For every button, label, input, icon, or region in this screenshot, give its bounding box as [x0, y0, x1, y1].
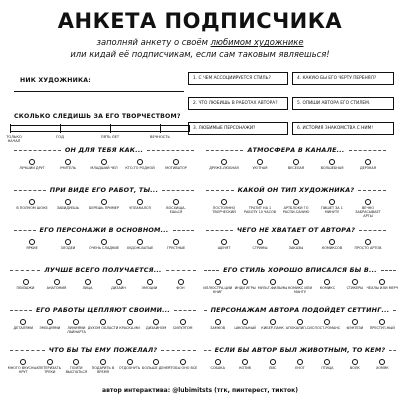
option-label: ВЕЧНО ЗАБРАСЫВАЕТ АРТЫ [355, 206, 381, 218]
option-s3-2[interactable] [88, 199, 120, 210]
section-divider [359, 230, 386, 231]
scale-tick [160, 124, 161, 133]
option-s2-1[interactable] [244, 159, 276, 170]
option-label: МЛАДШИЙ ЧЕЛ [90, 166, 118, 170]
radio-circle[interactable] [270, 279, 276, 285]
option-s4-2[interactable] [280, 199, 312, 214]
section-divider [174, 310, 196, 311]
option-label: ПЕЙЗАЖИ [16, 286, 35, 290]
radio-circle[interactable] [352, 359, 358, 365]
option-label: ОЧЕНЬ СЛАДКИЕ [88, 246, 120, 250]
radio-circle[interactable] [293, 239, 299, 245]
option-label: МУЛЬТ-ФИЛЬМЫ [257, 286, 288, 290]
radio-circle[interactable] [215, 279, 221, 285]
option-s6-2[interactable] [280, 239, 312, 250]
section-title: ЕСЛИ БЫ АВТОР БЫЛ ЖИВОТНЫМ, ТО КЕМ? [214, 346, 386, 354]
radio-circle[interactable] [100, 359, 106, 365]
option-label: ПИШЕТ ЗА 1 МИНУТУ [321, 206, 343, 214]
footer-credit: автор интерактива: @lubimitsts (тгк, пинтерест, тикток) [102, 387, 298, 394]
radio-circle[interactable] [101, 159, 107, 165]
radio-circle[interactable] [329, 199, 335, 205]
option-s7-0[interactable] [10, 279, 42, 290]
option-label: СТИКЕРЫ [346, 286, 364, 290]
option-s6-0[interactable] [208, 239, 240, 250]
option-label: АНАТОМИЯ [46, 286, 67, 290]
option-label: ЧТОБЫ ОНО ВСЕ [168, 366, 198, 370]
radio-circle[interactable] [329, 239, 335, 245]
question-box[interactable]: 6. ИСТОРИЯ ЗНАКОМСТВА С НИМ! [292, 122, 394, 135]
option-label: СОБАКА [210, 366, 225, 370]
section-divider [10, 270, 40, 271]
radio-circle[interactable] [379, 279, 385, 285]
section-title: ПЕРСОНАЖАМ АВТОРА ПОДОЙДЕТ СЕТТИНГ... [210, 306, 390, 314]
option-label: ПРЕСТУП-НЫЙ [369, 326, 395, 330]
option-label: ФОН [176, 286, 185, 290]
option-label: ОТДОХНУТЬ [118, 366, 141, 370]
radio-circle[interactable] [127, 359, 133, 365]
radio-circle[interactable] [23, 279, 29, 285]
radio-circle[interactable] [29, 239, 35, 245]
page-title: АНКЕТА ПОДПИСЧИКА [57, 9, 343, 33]
option-s7-5[interactable] [165, 279, 197, 290]
option-label: УПЛАКАЛСЯ [129, 206, 151, 210]
option-s2-3[interactable] [316, 159, 348, 170]
section-divider [173, 230, 195, 231]
section-divider [358, 190, 386, 191]
option-label: ПРОСТО АРТОВ [354, 246, 382, 250]
nick-line[interactable] [14, 91, 184, 92]
radio-circle[interactable] [270, 359, 276, 365]
radio-circle[interactable] [242, 279, 248, 285]
radio-circle[interactable] [352, 319, 358, 325]
radio-circle[interactable] [29, 199, 35, 205]
radio-circle[interactable] [101, 199, 107, 205]
section-title: ЧЕГО НЕ ХВАТАЕТ ОТ АВТОРА? [236, 226, 356, 234]
option-s3-4[interactable] [160, 199, 192, 214]
option-label: КОТИК [239, 366, 252, 370]
radio-circle[interactable] [257, 199, 263, 205]
option-label: ЗАКАЗЫ [288, 246, 304, 250]
option-s5-4[interactable] [160, 239, 192, 250]
radio-circle[interactable] [293, 199, 299, 205]
radio-circle[interactable] [127, 319, 133, 325]
option-label: УЮТНАЯ [252, 166, 268, 170]
option-label: В ПОЛНОМ ШОКЕ [16, 206, 48, 210]
radio-circle[interactable] [221, 159, 227, 165]
option-label: ПТИЦА [321, 366, 334, 370]
radio-circle[interactable] [221, 199, 227, 205]
section-divider [393, 310, 396, 311]
radio-circle[interactable] [137, 199, 143, 205]
question-box[interactable]: 2. ЧТО ЛЮБИШЬ В РАБОТАХ АВТОРА? [188, 97, 288, 110]
radio-circle[interactable] [180, 319, 186, 325]
radio-circle[interactable] [242, 359, 248, 365]
radio-circle[interactable] [215, 319, 221, 325]
scale-tick [10, 124, 11, 133]
section-title: ЕГО ПЕРСОНАЖИ В ОСНОВНОМ... [39, 226, 169, 234]
option-label: ДУХОМ ОБЛАСТИ [87, 326, 119, 330]
option-s3-3[interactable] [124, 199, 156, 210]
option-label: ВЕСЁЛАЯ [287, 166, 305, 170]
radio-circle[interactable] [180, 359, 186, 365]
option-label: ПОЙТИ ВЫСПАТЬСЯ [65, 366, 88, 374]
section-divider [14, 190, 46, 191]
radio-circle[interactable] [20, 359, 26, 365]
radio-circle[interactable] [137, 239, 143, 245]
option-label: ШКОЛЬНЫЙ [234, 326, 256, 330]
option-s12-6[interactable] [366, 359, 398, 370]
radio-circle[interactable] [324, 319, 330, 325]
radio-circle[interactable] [221, 239, 227, 245]
follow-label: СКОЛЬКО СЛЕДИШЬ ЗА ЕГО ТВОРЧЕСТВОМ? [14, 113, 181, 120]
radio-circle[interactable] [65, 159, 71, 165]
radio-circle[interactable] [173, 199, 179, 205]
option-label: КРАСКА-МИ [119, 326, 140, 330]
radio-circle[interactable] [100, 319, 106, 325]
option-s5-3[interactable] [124, 239, 156, 250]
option-label: СТРИМЫ [252, 246, 268, 250]
option-s9-6[interactable] [167, 319, 199, 330]
radio-circle[interactable] [137, 159, 143, 165]
radio-circle[interactable] [297, 279, 303, 285]
option-s1-2[interactable] [88, 159, 120, 170]
option-s2-0[interactable] [208, 159, 240, 170]
section-divider [10, 350, 45, 351]
radio-circle[interactable] [153, 359, 159, 365]
option-s4-3[interactable] [316, 199, 348, 214]
radio-circle[interactable] [365, 239, 371, 245]
radio-circle[interactable] [257, 159, 263, 165]
section-divider [204, 350, 211, 351]
option-label: ЛИС [268, 366, 277, 370]
radio-circle[interactable] [329, 159, 335, 165]
page-subtitle-line2: или кидай её подписчикам, если сам таковым являешься! [70, 49, 330, 59]
scale-tick [60, 124, 61, 133]
section-title: ПРИ ВИДЕ ЕГО РАБОТ, ТЫ... [49, 186, 159, 194]
option-label: ДИЗАЙНОМ [145, 326, 167, 330]
section-divider [10, 310, 32, 311]
option-s1-4[interactable] [160, 159, 192, 170]
section-divider [162, 190, 194, 191]
section-title: ЕГО СТИЛЬ ХОРОШО ВПИСАЛСЯ БЫ В... [223, 266, 377, 274]
option-label: ЭМОЦИИ [141, 286, 158, 290]
section-divider [204, 270, 219, 271]
page-subtitle-line1 [0, 37, 400, 47]
section-divider [161, 350, 196, 351]
option-s7-4[interactable] [134, 279, 166, 290]
section-divider [206, 190, 234, 191]
radio-circle[interactable] [297, 319, 303, 325]
radio-circle[interactable] [178, 279, 184, 285]
option-s5-0[interactable] [16, 239, 48, 250]
section-title: АТМОСФЕРА В КАНАЛЕ... [247, 146, 345, 154]
question-box[interactable]: 5. ОПИШИ АВТОРА ЕГО СТИЛЕМ. [292, 97, 394, 110]
radio-circle[interactable] [101, 239, 107, 245]
option-label: ХОМЯК [375, 366, 389, 370]
option-label: ДИЗАЙН [111, 286, 126, 290]
section-title: КАКОЙ ОН ТИП ХУДОЖНИКА? [237, 186, 355, 194]
option-label: ДРУЖЕ-ЛЮБНАЯ [209, 166, 239, 170]
scale-label: ПЯТЬ ЛЕТ [100, 135, 120, 139]
radio-circle[interactable] [293, 159, 299, 165]
option-label: ПЕТЕРИЗАТЬ ТРЕКИ [38, 366, 62, 374]
radio-circle[interactable] [47, 319, 53, 325]
radio-circle[interactable] [365, 159, 371, 165]
section-title: ЕГО РАБОТЫ ЦЕПЛЯЮТ СВОИМИ... [35, 306, 171, 314]
option-label: ПОСТ-РОМАНС [314, 326, 341, 330]
option-label: ЩЕНЯТ [217, 246, 231, 250]
option-label: ДЕРЗКАЯ [359, 166, 377, 170]
section-divider [147, 150, 194, 151]
section-divider [14, 230, 36, 231]
section-divider [204, 310, 207, 311]
option-s1-1[interactable] [52, 159, 84, 170]
option-label: СИЛУЭТОМ [172, 326, 193, 330]
option-s10-6[interactable] [366, 319, 398, 330]
option-label: КОМИКСОВ [321, 246, 343, 250]
nick-label: НИК ХУДОЖНИКА: [20, 77, 91, 84]
question-box[interactable]: 3. ЛЮБИМЫЕ ПЕРСОНАЖИ? [188, 122, 288, 135]
option-s7-3[interactable] [103, 279, 135, 290]
option-label: ГРУСТНЫЕ [166, 246, 186, 250]
radio-circle[interactable] [173, 239, 179, 245]
radio-circle[interactable] [153, 319, 159, 325]
follow-scale[interactable] [10, 125, 190, 132]
section-title: ОН ДЛЯ ТЕБЯ КАК... [64, 146, 144, 154]
option-s6-1[interactable] [244, 239, 276, 250]
radio-circle[interactable] [257, 239, 263, 245]
radio-circle[interactable] [379, 319, 385, 325]
radio-circle[interactable] [47, 359, 53, 365]
radio-circle[interactable] [85, 279, 91, 285]
option-s4-1[interactable] [244, 199, 276, 214]
radio-circle[interactable] [20, 319, 26, 325]
option-s5-1[interactable] [52, 239, 84, 250]
option-s4-0[interactable] [208, 199, 240, 214]
option-s6-3[interactable] [316, 239, 348, 250]
radio-circle[interactable] [270, 319, 276, 325]
option-s6-4[interactable] [352, 239, 384, 250]
section-divider [381, 270, 396, 271]
question-box[interactable]: 1. С ЧЕМ АССОЦИИРУЕТСЯ СТИЛЬ? [188, 72, 288, 85]
option-label: ВОЛК [349, 366, 360, 370]
option-label: ВОСХИЩА-ЕШЬСЯ [166, 206, 186, 214]
option-label: КОМИКС ИЛИ МАНГУ [287, 286, 312, 294]
subtitle-emphasis: любимом художнике [210, 37, 304, 47]
option-label: МНОГО ВКУСНЫХ КРУТ [7, 366, 39, 374]
option-label: ИНДИ ИГРЫ [234, 286, 256, 290]
option-s8-6[interactable] [366, 279, 398, 290]
option-label: ЗЛОДЕИ [60, 246, 76, 250]
option-s4-4[interactable] [352, 199, 384, 218]
option-label: ХУДОЖ-ВАТЫЕ [126, 246, 154, 250]
radio-circle[interactable] [365, 199, 371, 205]
option-label: ПОСТОЯННО ТВОРЧЕСКИЙ [212, 206, 236, 214]
scale-tick [110, 124, 111, 133]
option-label: АРТБЛОКИ ГО РАСПИ-САНИЮ [282, 206, 310, 214]
option-label: ТРАТИТ НА 1 РАБОТУ 10 ЧАСОВ [244, 206, 276, 214]
option-s1-3[interactable] [124, 159, 156, 170]
option-label: ЕНОТ [295, 366, 305, 370]
option-s5-2[interactable] [88, 239, 120, 250]
radio-circle[interactable] [65, 199, 71, 205]
radio-circle[interactable] [73, 319, 79, 325]
radio-circle[interactable] [54, 279, 60, 285]
radio-circle[interactable] [215, 359, 221, 365]
scale-label: ВЕЧНОСТЬ [150, 135, 170, 139]
radio-circle[interactable] [147, 279, 153, 285]
option-label: КТО-ТО РОДНОЙ [125, 166, 155, 170]
radio-circle[interactable] [324, 359, 330, 365]
radio-circle[interactable] [352, 279, 358, 285]
section-divider [166, 270, 196, 271]
option-label: МОТИВАТОР [165, 166, 187, 170]
option-label: ФЭНТЕЗИ [346, 326, 364, 330]
option-s2-2[interactable] [280, 159, 312, 170]
radio-circle[interactable] [324, 279, 330, 285]
option-label: ЛИНИЯМИ ЛАЙНАРТА [67, 326, 86, 334]
radio-circle[interactable] [73, 359, 79, 365]
option-label: КИБЕР-ПАНК [261, 326, 284, 330]
option-label: ИЛЛЮСТРА-ЦИИ КНИГ [203, 286, 233, 294]
radio-circle[interactable] [29, 159, 35, 165]
radio-circle[interactable] [379, 359, 385, 365]
option-label: ЛИЦА [82, 286, 93, 290]
option-label: ЭМОЦИЯМИ [39, 326, 61, 330]
section-divider [349, 150, 386, 151]
option-label: ЧЕХЛЫ ИЛИ МЕРЧ [366, 286, 399, 290]
option-s3-0[interactable] [16, 199, 48, 210]
radio-circle[interactable] [65, 239, 71, 245]
question-box[interactable]: 4. КАКУЮ БЫ ЕГО ЧЕРТУ ПЕРЕНЯЛ? [292, 72, 394, 85]
option-label: ВОЛШЕБНАЯ [320, 166, 344, 170]
scale-label: ТОЛЬКО НАЧАЛ [6, 135, 22, 144]
radio-circle[interactable] [297, 359, 303, 365]
section-divider [206, 230, 233, 231]
section-divider [14, 150, 61, 151]
radio-circle[interactable] [242, 319, 248, 325]
option-s1-0[interactable] [16, 159, 48, 170]
option-label: УЧИТЕЛЬ [59, 166, 77, 170]
option-label: ЗАВИДУЕШЬ [56, 206, 80, 210]
subtitle-text: заполняй анкету о своём [96, 37, 211, 47]
option-label: ЛУЧШИЙ ДРУГ [19, 166, 45, 170]
radio-circle[interactable] [116, 279, 122, 285]
section-title: ЛУЧШЕ ВСЕГО ПОЛУЧАЕТСЯ... [44, 266, 162, 274]
scale-label: ГОД [56, 135, 64, 139]
option-label: БЕРЕШЬ ПРИМЕР [89, 206, 119, 210]
section-title: ЧТО БЫ ТЫ ЕМУ ПОЖЕЛАЛ? [48, 346, 158, 354]
option-s11-6[interactable] [167, 359, 199, 370]
option-s7-1[interactable] [41, 279, 73, 290]
option-label: ЯРКИЕ [26, 246, 38, 250]
option-s7-2[interactable] [72, 279, 104, 290]
option-label: ЗАМКОВ [210, 326, 226, 330]
option-label: БОЛЬШЕ ДЕНЕГ [142, 366, 171, 370]
option-label: КОМИКС [319, 286, 336, 290]
option-label: ПОДАРИТЬ В ВРЕМЯ [91, 366, 115, 374]
option-label: АПОКАЛИП-СИС [285, 326, 315, 330]
option-s2-4[interactable] [352, 159, 384, 170]
section-divider [206, 150, 243, 151]
option-s3-1[interactable] [52, 199, 84, 210]
radio-circle[interactable] [173, 159, 179, 165]
section-divider [389, 350, 396, 351]
option-label: ДЕТАЛЯМИ [13, 326, 34, 330]
